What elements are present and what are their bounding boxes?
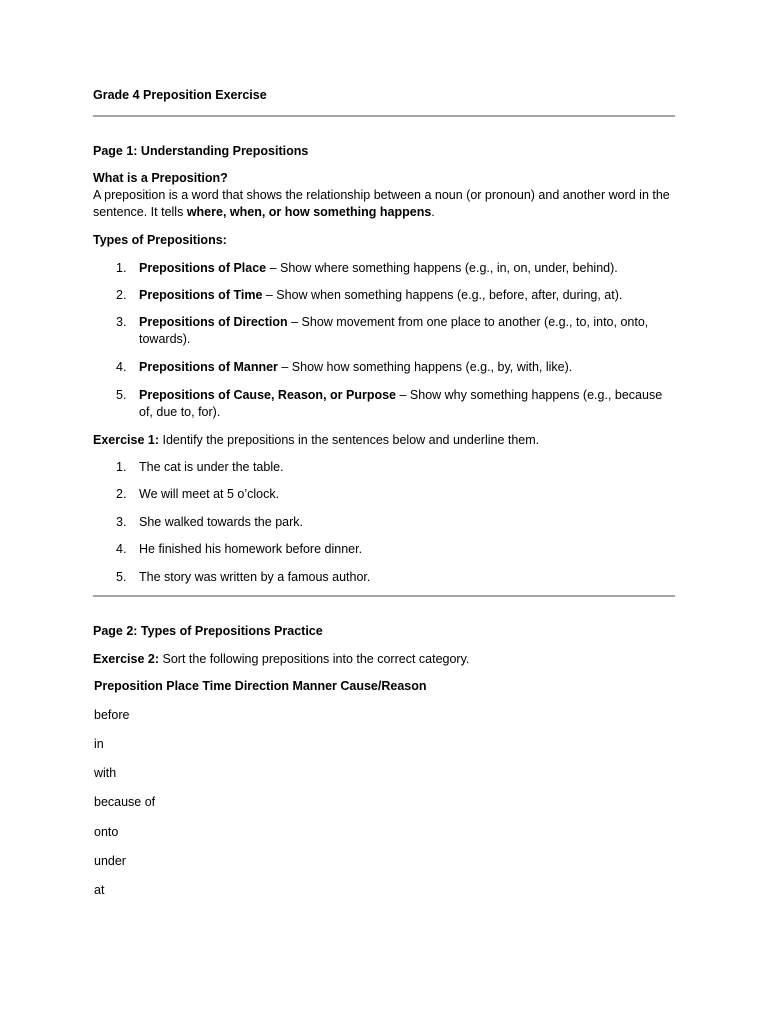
page2-heading: Page 2: Types of Prepositions Practice (93, 624, 323, 638)
table-row: in (94, 737, 104, 751)
table-row: under (94, 854, 126, 868)
types-heading: Types of Prepositions: (93, 233, 227, 247)
definition-paragraph: A preposition is a word that shows the relationship between a noun (or pronoun) and another word in the sentence. It tells where, when, or how something happens. (93, 188, 670, 219)
exercise1-instructions: Exercise 1: Identify the prepositions in the sentences below and underline them. (93, 433, 540, 447)
table-row: because of (94, 795, 156, 809)
table-row: onto (94, 825, 119, 839)
table-row: before (94, 708, 130, 722)
document-title: Grade 4 Preposition Exercise (93, 88, 267, 102)
horizontal-rule (93, 595, 675, 597)
table-header: Preposition Place Time Direction Manner Cause/Reason (94, 679, 427, 693)
what-is-heading: What is a Preposition? (93, 171, 228, 185)
table-row: at (94, 883, 105, 897)
horizontal-rule (93, 115, 675, 117)
exercise2-instructions: Exercise 2: Sort the following prepositions into the correct category. (93, 652, 470, 666)
table-row: with (94, 766, 117, 780)
page1-heading: Page 1: Understanding Prepositions (93, 144, 309, 158)
